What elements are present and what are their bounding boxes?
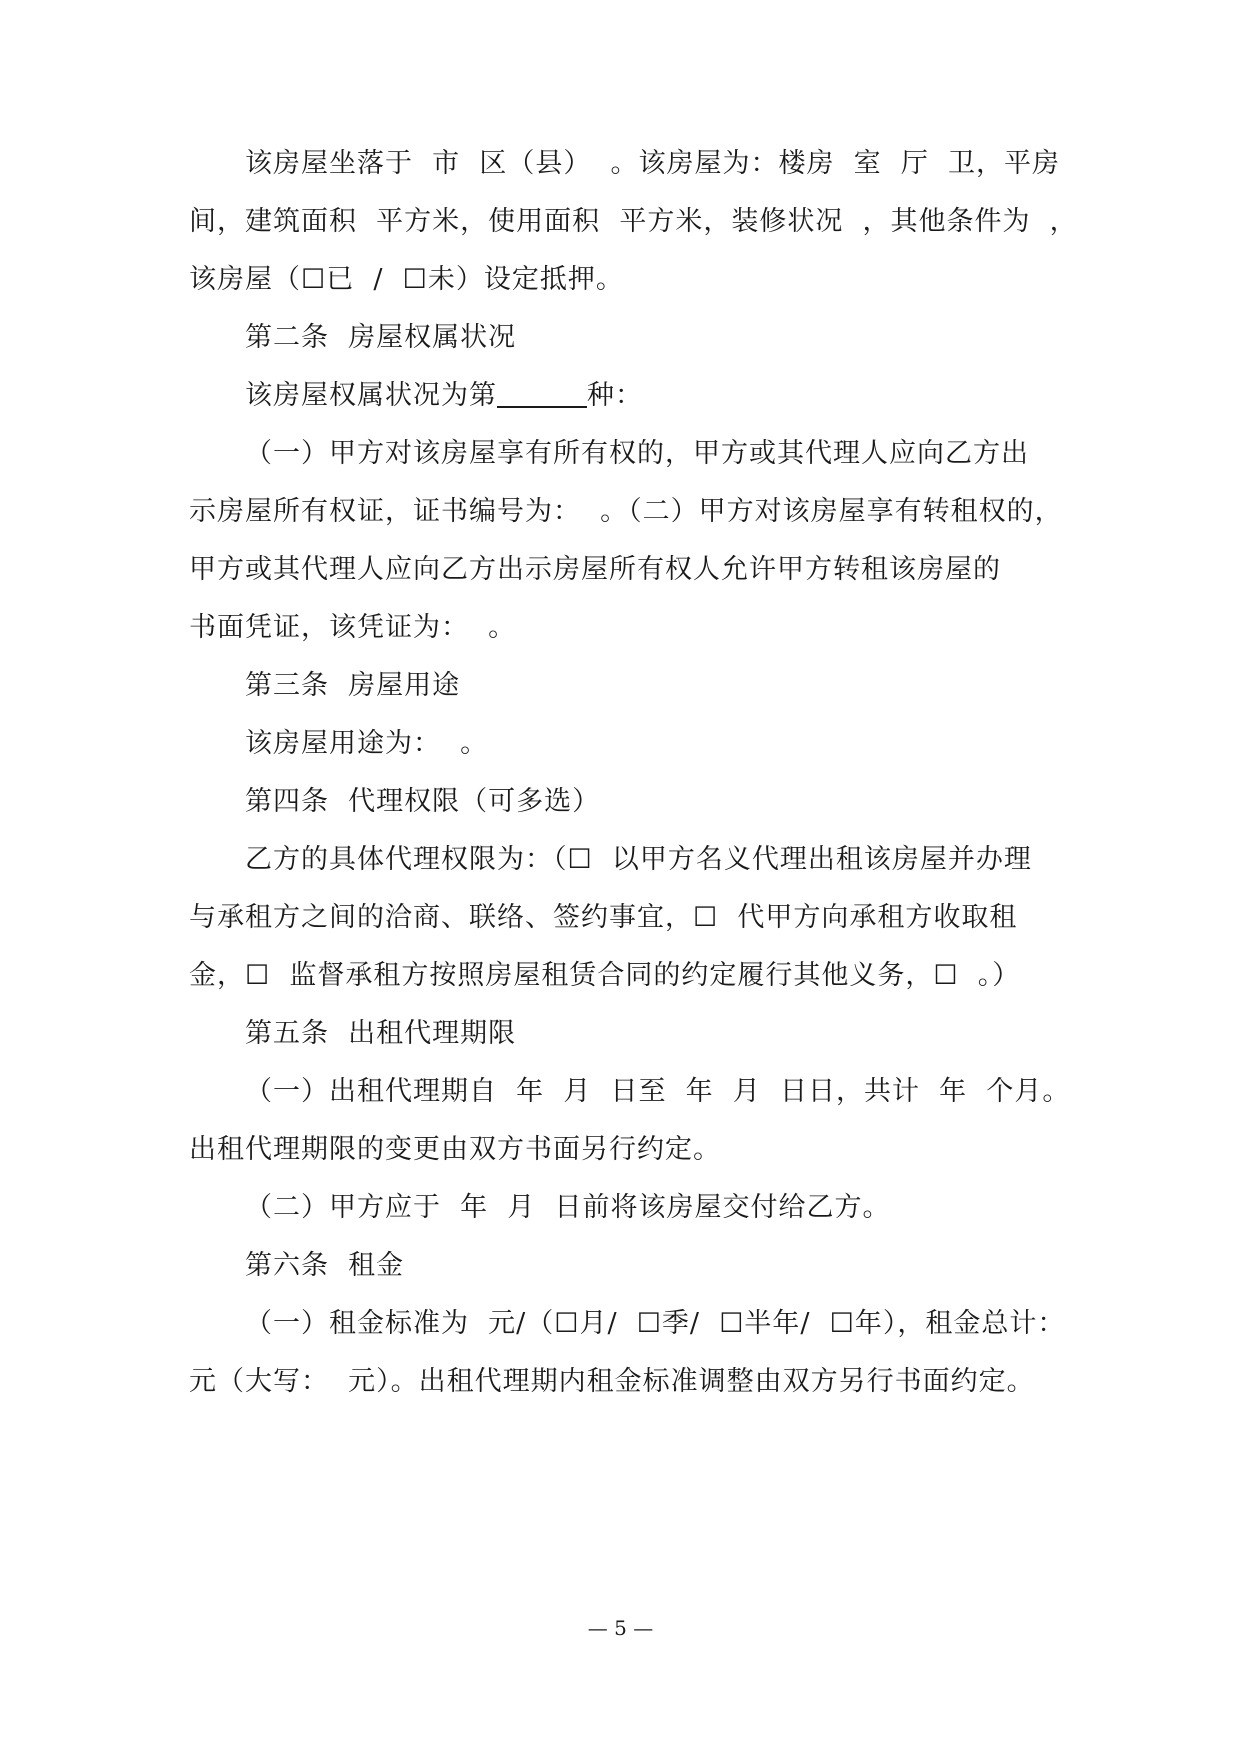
section-heading: 第二条 房屋权属状况 bbox=[245, 322, 517, 353]
section-heading: 第六条 租金 bbox=[245, 1250, 405, 1281]
paragraph-line: 出租代理期限的变更由双方书面另行约定。 bbox=[189, 1134, 721, 1165]
section-heading: 第四条 代理权限（可多选） bbox=[245, 786, 601, 817]
section-heading: 第三条 房屋用途 bbox=[245, 670, 461, 701]
paragraph-line: 该房屋坐落于 市 区（县） 。该房屋为：楼房 室 厅 卫，平房 bbox=[245, 148, 1060, 179]
paragraph-line: （一）出租代理期自 年 月 日至 年 月 日日，共计 年 个月。 bbox=[245, 1076, 1071, 1107]
paragraph-line: 书面凭证，该凭证为： 。 bbox=[189, 612, 517, 643]
paragraph-line: 甲方或其代理人应向乙方出示房屋所有权人允许甲方转租该房屋的 bbox=[189, 554, 1001, 585]
paragraph-line: （二）甲方应于 年 月 日前将该房屋交付给乙方。 bbox=[245, 1192, 891, 1223]
paragraph-line: 该房屋（☐已 / ☐未）设定抵押。 bbox=[189, 264, 624, 295]
ownership-prefix: 该房屋权属状况为第 bbox=[245, 380, 497, 411]
paragraph-line: （一）甲方对该房屋享有所有权的，甲方或其代理人应向乙方出 bbox=[245, 438, 1029, 469]
paragraph-line: 间，建筑面积 平方米，使用面积 平方米，装修状况 ，其他条件为 ， bbox=[189, 206, 1078, 237]
paragraph-line: 该房屋用途为： 。 bbox=[245, 728, 489, 759]
ownership-suffix: 种： bbox=[587, 380, 643, 411]
paragraph-line: 乙方的具体代理权限为：（☐ 以甲方名义代理出租该房屋并办理 bbox=[245, 844, 1032, 875]
section-heading: 第五条 出租代理期限 bbox=[245, 1018, 517, 1049]
paragraph-line: 与承租方之间的洽商、联络、签约事宜，☐ 代甲方向承租方收取租 bbox=[189, 902, 1018, 933]
paragraph-line: 示房屋所有权证，证书编号为： 。（二）甲方对该房屋享有转租权的， bbox=[189, 496, 1063, 527]
fill-blank bbox=[497, 380, 587, 408]
paragraph-line bbox=[0, 378, 1241, 414]
paragraph-line: 元（大写： 元）。出租代理期内租金标准调整由双方另行书面约定。 bbox=[189, 1366, 1035, 1397]
paragraph-line: （一）租金标准为 元/（☐月/ ☐季/ ☐半年/ ☐年），租金总计： bbox=[245, 1308, 1066, 1339]
paragraph-line: 金，☐ 监督承租方按照房屋租赁合同的约定履行其他义务，☐ 。） bbox=[189, 960, 1021, 991]
page-number: — 5 — bbox=[587, 1616, 654, 1640]
